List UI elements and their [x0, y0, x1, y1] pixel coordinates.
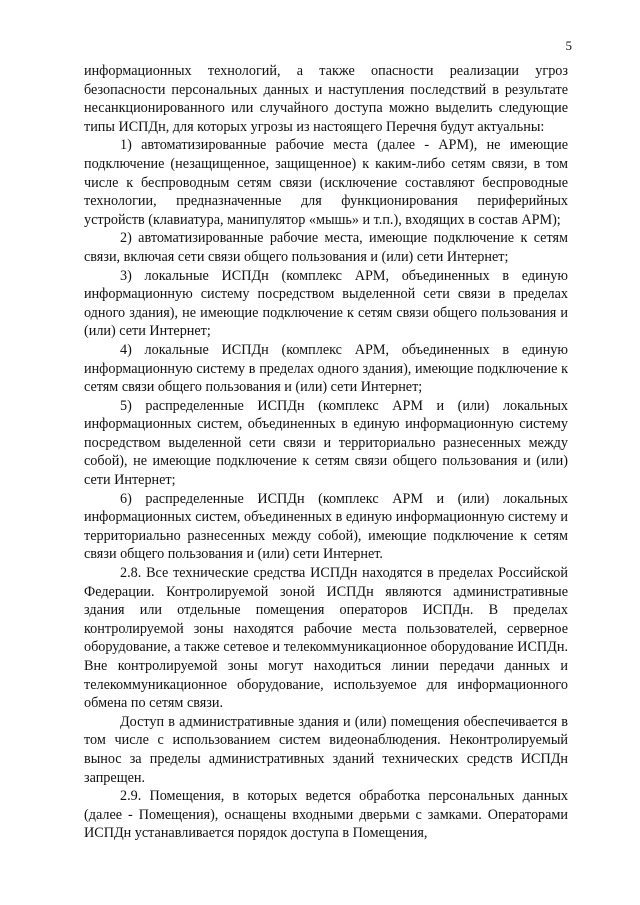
- list-item-1: 1) автоматизированные рабочие места (далее - АРМ), не имеющие подключение (незащищенное, защищенное) к каким-либо сетям связи, в том числе к беспроводным сетям связи (исключение составляют беспроводные технологии, предназначенные для функционирования периферийных устройств (клавиатура, манипулятор «мышь» и т.п.), входящих в состав АРМ);: [84, 137, 568, 228]
- list-item-4: 4) локальные ИСПДн (комплекс АРМ, объединенных в единую информационную систему в пределах одного здания), имеющие подключение к сетям связи общего пользования и (или) сети Интернет;: [84, 341, 568, 396]
- paragraph-section-2-9: 2.9. Помещения, в которых ведется обработка персональных данных (далее - Помещения), оснащены входными дверьми с замками. Операторами ИСПДн устанавливается порядок доступа в Помещения,: [84, 788, 568, 842]
- list-item-5: 5) распределенные ИСПДн (комплекс АРМ и (или) локальных информационных систем, объединенных в единую информационную систему посредством выделенной сети связи и территориально разнесенных между собой), не имеющие подключение к сетям связи общего пользования и (или) сети Интернет;: [84, 397, 568, 489]
- page-number: 5: [565, 38, 572, 53]
- paragraph-section-2-8: 2.8. Все технические средства ИСПДн находятся в пределах Российской Федерации. Контролируемой зоной ИСПДн являются административные здания или отдельные помещения операторов ИСПДн. В пределах контролируемой зоны находятся рабочие места пользователей, серверное оборудование, а также сетевое и телекоммуникационное оборудование ИСПДн. Вне контролируемой зоны могут находиться линии передачи данных и телекоммуникационное оборудование, используемое для информационного обмена по сетям связи.: [84, 565, 568, 712]
- body-text: [84, 62, 568, 843]
- paragraph-access-control: Доступ в административные здания и (или) помещения обеспечивается в том числе с использованием систем видеонаблюдения. Неконтролируемый вынос за пределы административных зданий технических средств ИСПДн запрещен.: [84, 713, 568, 786]
- list-item-2: 2) автоматизированные рабочие места, имеющие подключение к сетям связи, включая сети связи общего пользования и (или) сети Интернет;: [84, 230, 568, 265]
- paragraph-intro-continuation: информационных технологий, а также опасности реализации угроз безопасности персональных данных и наступления последствий в результате несанкционированного или случайного доступа можно выделить следующие типы ИСПДн, для которых угрозы из настоящего Перечня будут актуальны:: [84, 63, 568, 135]
- list-item-6: 6) распределенные ИСПДн (комплекс АРМ и (или) локальных информационных систем, объединенных в единую информационную систему и территориально разнесенных между собой), имеющие подключение к сетям связи общего пользования и (или) сети Интернет.: [84, 490, 568, 563]
- list-item-3: 3) локальные ИСПДн (комплекс АРМ, объединенных в единую информационную систему посредством выделенной сети связи в пределах одного здания), не имеющие подключение к сетям связи общего пользования и (или) сети Интернет;: [84, 267, 568, 340]
